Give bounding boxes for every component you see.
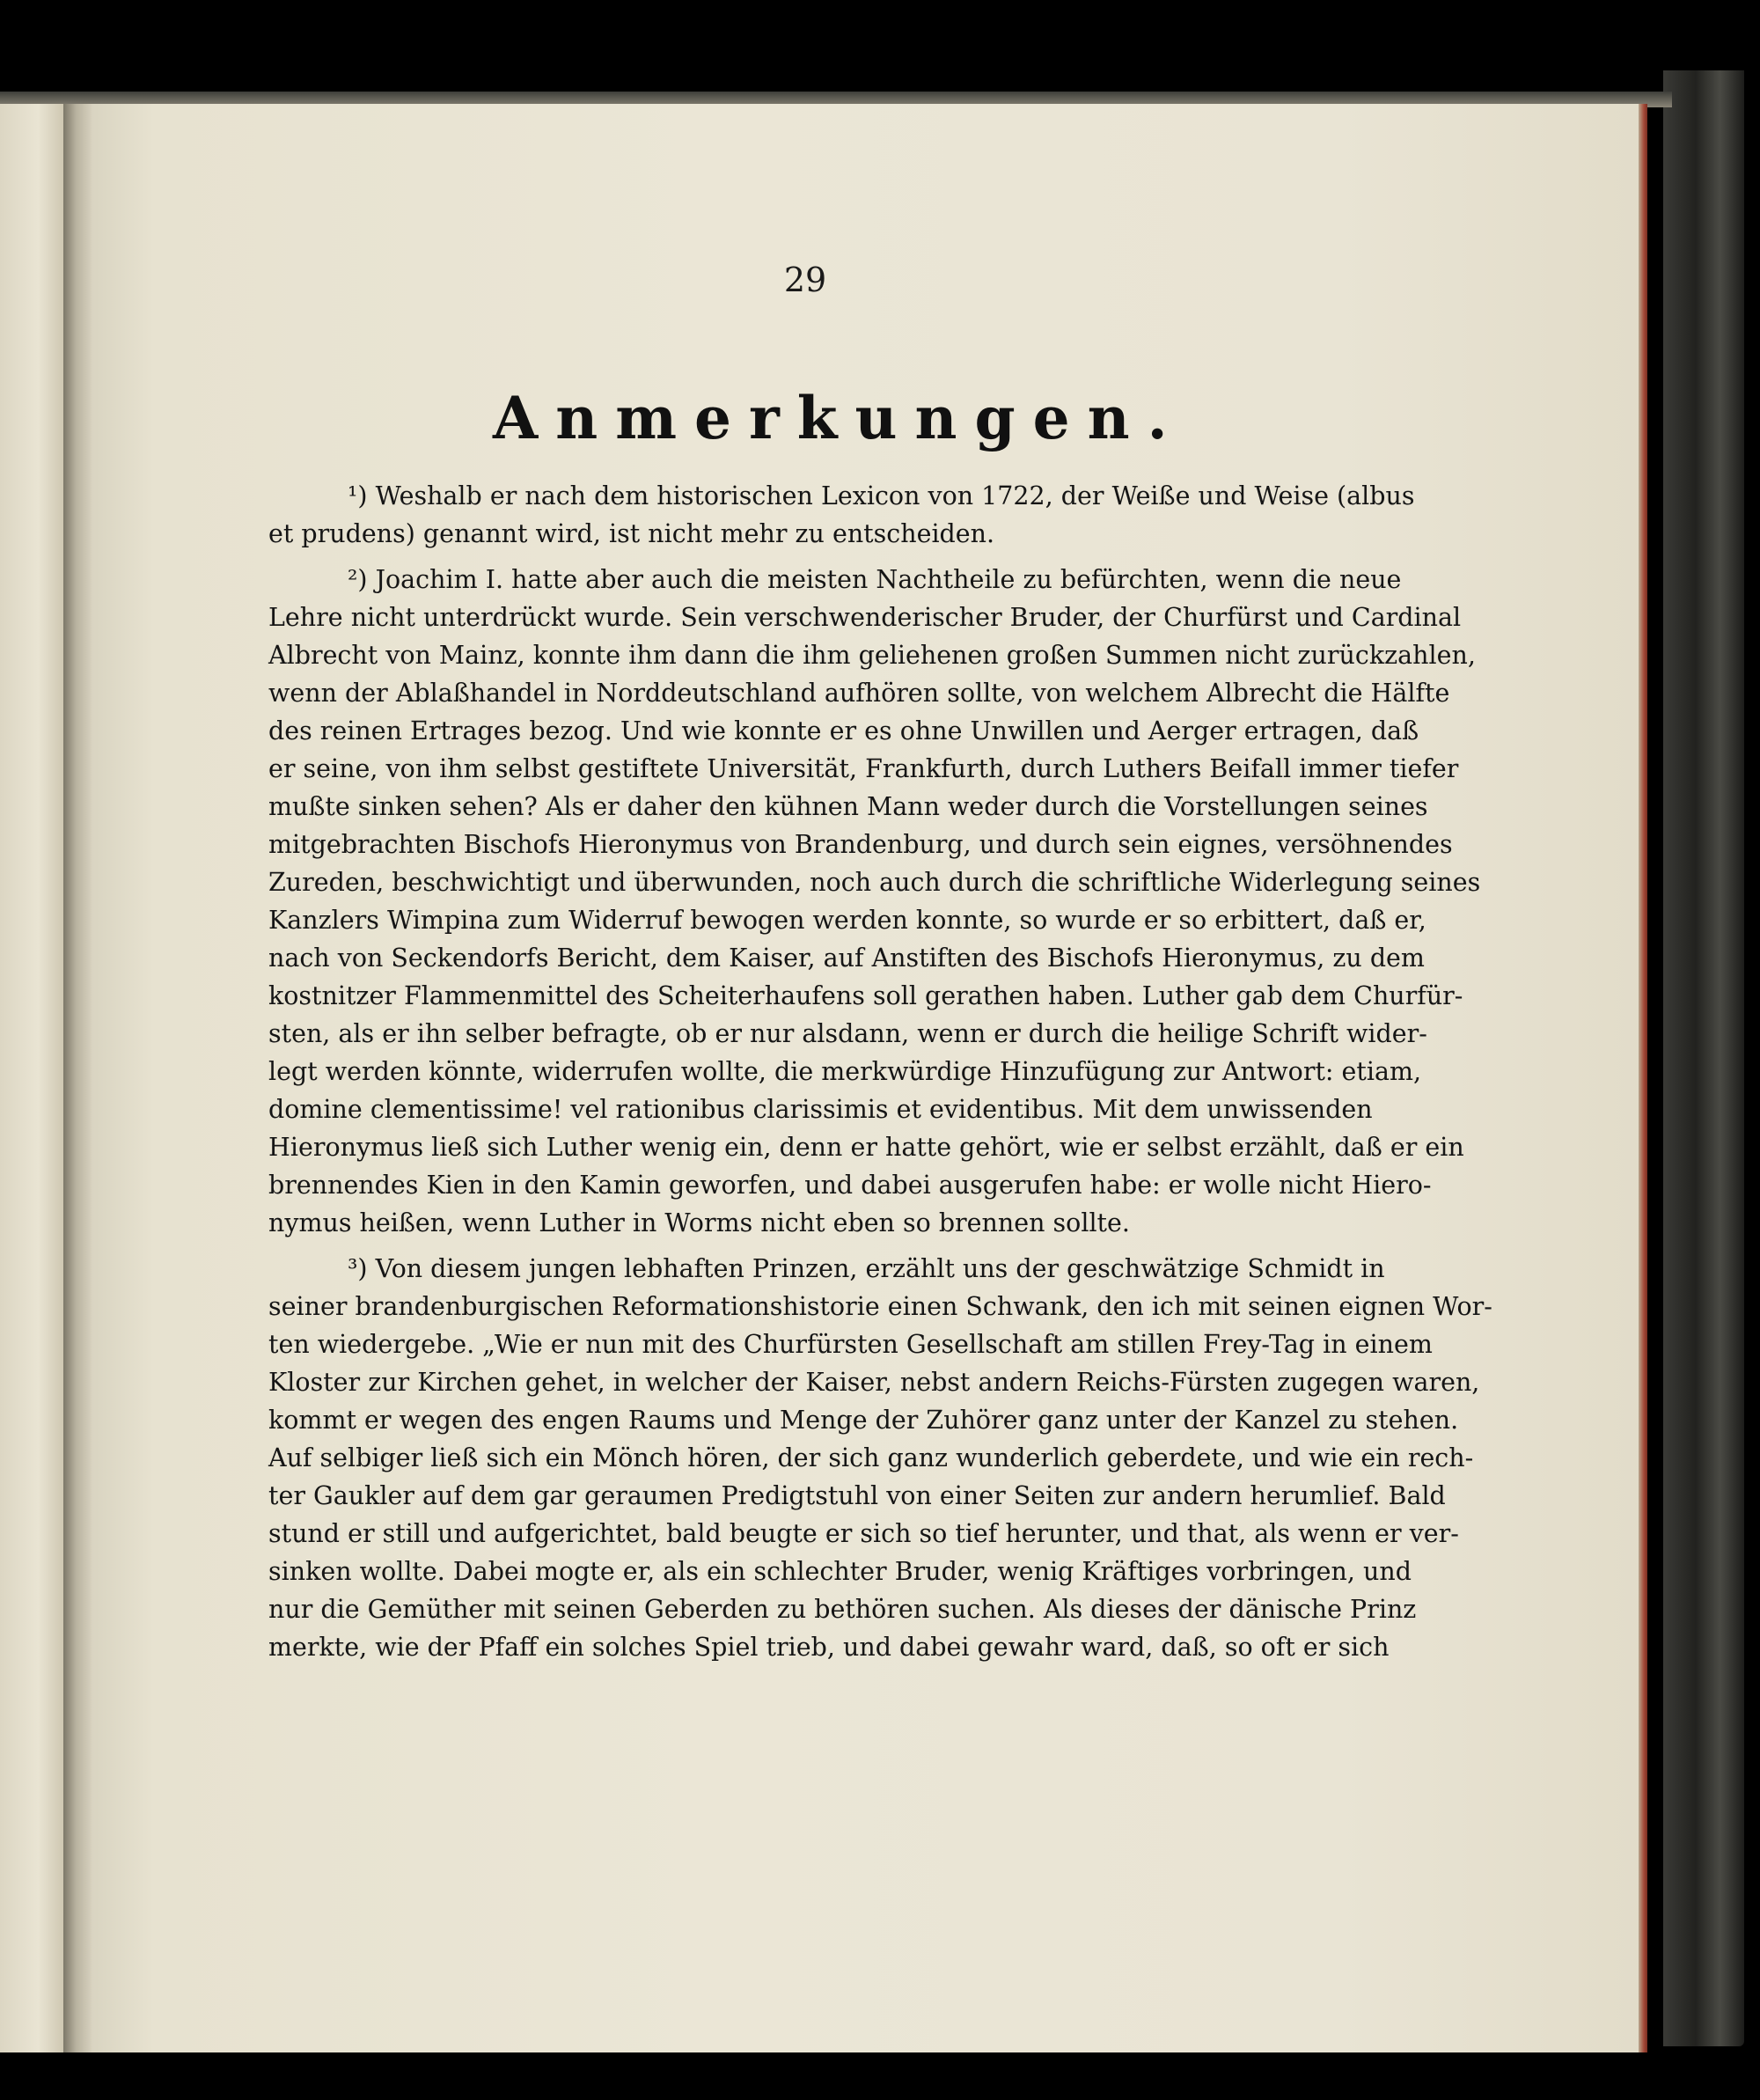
text-line: nur die Gemüther mit seinen Geberden zu bethören suchen. Als dieses der dänische Prinz	[268, 1595, 1417, 1624]
page-heading: Anmerkungen.	[493, 384, 1185, 452]
text-line: mußte sinken sehen? Als er daher den kühnen Mann weder durch die Vorstellungen seines	[268, 792, 1428, 821]
red-page-edge	[1639, 104, 1647, 2052]
left-page-leaf	[0, 104, 63, 2052]
text-line: nach von Seckendorfs Bericht, dem Kaiser, auf Anstiften des Bischofs Hieronymus, zu dem	[268, 944, 1425, 973]
text-line: sinken wollte. Dabei mogte er, als ein schlechter Bruder, wenig Kräftiges vorbringen, und	[268, 1557, 1412, 1586]
text-line: stund er still und aufgerichtet, bald beugte er sich so tief herunter, und that, als wenn er ver-	[268, 1519, 1459, 1548]
text-line: Auf selbiger ließ sich ein Mönch hören, der sich ganz wunderlich geberdete, und wie ein rech-	[268, 1443, 1474, 1472]
text-line: nymus heißen, wenn Luther in Worms nicht eben so brennen sollte.	[268, 1208, 1130, 1237]
scan-background	[0, 2052, 1760, 2100]
page-gutter	[63, 104, 95, 2052]
text-line: er seine, von ihm selbst gestiftete Universität, Frankfurth, durch Luthers Beifall immer tiefer	[268, 754, 1459, 783]
note-spacer	[268, 553, 1324, 561]
text-line: ³) Von diesem jungen lebhaften Prinzen, erzählt uns der geschwätzige Schmidt in	[348, 1254, 1385, 1283]
footnote-1	[268, 477, 1415, 553]
text-line: mitgebrachten Bischofs Hieronymus von Brandenburg, und durch sein eignes, versöhnendes	[268, 830, 1453, 859]
footnotes-body	[268, 477, 1492, 1666]
footnote-2	[268, 561, 1481, 1242]
text-line: des reinen Ertrages bezog. Und wie konnte er es ohne Unwillen und Aerger ertragen, daß	[268, 716, 1419, 745]
footnote-3	[268, 1250, 1492, 1666]
text-line: et prudens) genannt wird, ist nicht mehr zu entscheiden.	[268, 519, 995, 548]
text-line: wenn der Ablaßhandel in Norddeutschland aufhören sollte, von welchem Albrecht die Hälfte	[268, 679, 1450, 708]
text-line: Kloster zur Kirchen gehet, in welcher der Kaiser, nebst andern Reichs-Fürsten zugegen waren,	[268, 1368, 1480, 1397]
text-line: ten wiedergebe. „Wie er nun mit des Churfürsten Gesellschaft am stillen Frey-Tag in einem	[268, 1330, 1433, 1359]
text-line: Kanzlers Wimpina zum Widerruf bewogen werden konnte, so wurde er so erbittert, daß er,	[268, 906, 1426, 935]
text-line: ²) Joachim I. hatte aber auch die meisten Nachtheile zu befürchten, wenn die neue	[348, 565, 1402, 594]
text-line: Lehre nicht unterdrückt wurde. Sein verschwenderischer Bruder, der Churfürst und Cardinal	[268, 603, 1462, 632]
text-line: Hieronymus ließ sich Luther wenig ein, denn er hatte gehört, wie er selbst erzählt, daß er ein	[268, 1133, 1464, 1162]
text-line: seiner brandenburgischen Reformationshistorie einen Schwank, den ich mit seinen eignen Wor-	[268, 1292, 1492, 1321]
text-line: brennendes Kien in den Kamin geworfen, und dabei ausgerufen habe: er wolle nicht Hiero-	[268, 1171, 1432, 1200]
text-line: kommt er wegen des engen Raums und Menge der Zuhörer ganz unter der Kanzel zu stehen.	[268, 1406, 1459, 1435]
text-line: Albrecht von Mainz, konnte ihm dann die ihm geliehenen großen Summen nicht zurückzahlen,	[268, 641, 1476, 670]
text-line: legt werden könnte, widerrufen wollte, die merkwürdige Hinzufügung zur Antwort: etiam,	[268, 1057, 1422, 1086]
text-line: Zureden, beschwichtigt und überwunden, noch auch durch die schriftliche Widerlegung seines	[268, 868, 1481, 897]
page-number: 29	[783, 261, 827, 299]
text-line: ¹) Weshalb er nach dem historischen Lexicon von 1722, der Weiße und Weise (albus	[348, 481, 1415, 510]
book-cover-edge	[1663, 70, 1744, 2046]
text-line: domine clementissime! vel rationibus clarissimis et evidentibus. Mit dem unwissenden	[268, 1095, 1373, 1124]
text-line: kostnitzer Flammenmittel des Scheiterhaufens soll gerathen haben. Luther gab dem Churfür-	[268, 981, 1463, 1010]
note-spacer	[268, 1242, 1324, 1250]
text-line: sten, als er ihn selber befragte, ob er nur alsdann, wenn er durch die heilige Schrift wider-	[268, 1019, 1427, 1048]
text-line: merkte, wie der Pfaff ein solches Spiel trieb, und dabei gewahr ward, daß, so oft er sich	[268, 1633, 1390, 1662]
text-line: ter Gaukler auf dem gar geraumen Predigtstuhl von einer Seiten zur andern herumlief. Bald	[268, 1481, 1446, 1510]
